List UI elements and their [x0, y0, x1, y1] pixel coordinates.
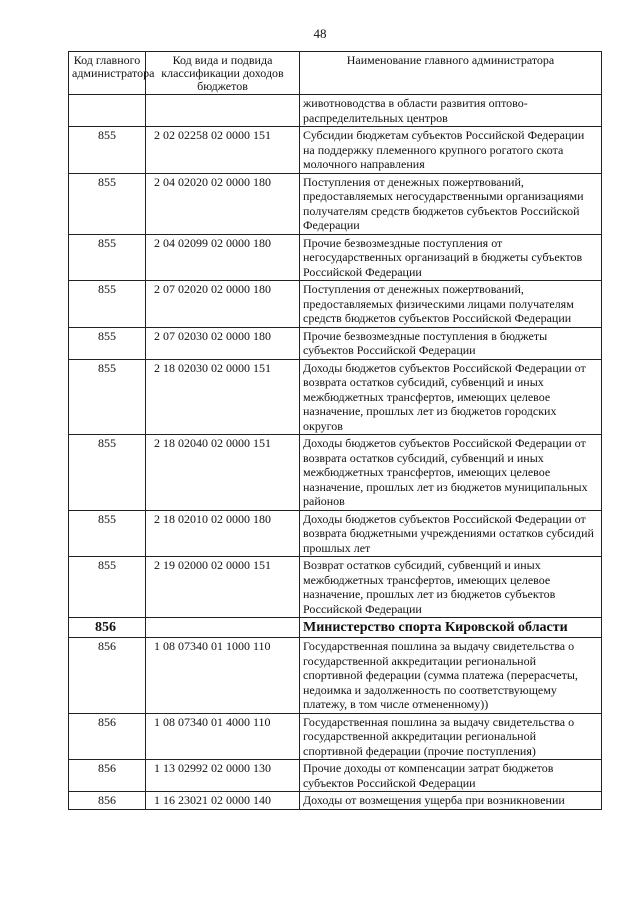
admin-code-cell: 856 — [69, 792, 146, 810]
revenue-code-cell: 2 19 02000 02 0000 151 — [146, 557, 300, 618]
admin-name-cell: Поступления от денежных пожертвований, предоставляемых физическими лицами получателям средств бюджетов субъектов Российской Федерации — [300, 281, 602, 328]
table-row — [69, 173, 602, 234]
table-row — [69, 557, 602, 618]
header-admin-name: Наименование главного администратора — [300, 52, 602, 95]
revenue-code-cell: 1 16 23021 02 0000 140 — [146, 792, 300, 810]
table-row — [69, 359, 602, 435]
admin-name-cell: Возврат остатков субсидий, субвенций и иных межбюджетных трансфертов, имеющих целевое назначение, прошлых лет из бюджетов субъектов Российской Федерации — [300, 557, 602, 618]
table-body — [69, 95, 602, 810]
revenue-code-cell — [146, 618, 300, 638]
admin-code-cell: 856 — [69, 618, 146, 638]
admin-code-cell — [69, 95, 146, 127]
table-row — [69, 435, 602, 511]
table-row — [69, 234, 602, 281]
admin-code-cell: 855 — [69, 510, 146, 557]
table-row — [69, 327, 602, 359]
table-row — [69, 792, 602, 810]
revenue-admin-table — [68, 51, 602, 810]
revenue-code-cell: 1 13 02992 02 0000 130 — [146, 760, 300, 792]
admin-name-cell: Прочие доходы от компенсации затрат бюджетов субъектов Российской Федерации — [300, 760, 602, 792]
admin-name-cell: Государственная пошлина за выдачу свидетельства о государственной аккредитации региональной спортивной федерации (сумма платежа (перерасчеты, недоимка и задолженность по соответствующему платежу, в том числе отмененному)) — [300, 638, 602, 714]
admin-code-cell: 855 — [69, 173, 146, 234]
page-number: 48 — [313, 26, 327, 41]
admin-name-cell: Доходы бюджетов субъектов Российской Федерации от возврата остатков субсидий, субвенций и иных межбюджетных трансфертов, имеющих целевое назначение, прошлых лет из бюджетов городских округов — [300, 359, 602, 435]
admin-name-cell: Государственная пошлина за выдачу свидетельства о государственной аккредитации региональной спортивной федерации (прочие поступления) — [300, 713, 602, 760]
revenue-code-cell — [146, 95, 300, 127]
header-admin-code: Код главного администратора — [69, 52, 146, 95]
admin-name-cell: Субсидии бюджетам субъектов Российской Федерации на поддержку племенного крупного рогатого скота молочного направления — [300, 127, 602, 174]
admin-code-cell: 855 — [69, 281, 146, 328]
admin-name-cell: Прочие безвозмездные поступления в бюджеты субъектов Российской Федерации — [300, 327, 602, 359]
admin-code-cell: 855 — [69, 234, 146, 281]
admin-code-cell: 855 — [69, 557, 146, 618]
header-revenue-code: Код вида и подвида классификации доходов бюджетов — [146, 52, 300, 95]
table-row — [69, 760, 602, 792]
admin-name-cell: Доходы бюджетов субъектов Российской Федерации от возврата остатков субсидий, субвенций и иных межбюджетных трансфертов, имеющих целевое назначение, прошлых лет из бюджетов муниципальных районов — [300, 435, 602, 511]
revenue-code-cell: 2 07 02020 02 0000 180 — [146, 281, 300, 328]
table-row — [69, 638, 602, 714]
admin-code-cell: 856 — [69, 713, 146, 760]
revenue-code-cell: 2 18 02010 02 0000 180 — [146, 510, 300, 557]
table-row — [69, 95, 602, 127]
revenue-code-cell: 2 18 02030 02 0000 151 — [146, 359, 300, 435]
revenue-code-cell: 2 04 02099 02 0000 180 — [146, 234, 300, 281]
admin-name-cell: Доходы бюджетов субъектов Российской Федерации от возврата бюджетными учреждениями остатков субсидий прошлых лет — [300, 510, 602, 557]
table-row — [69, 281, 602, 328]
revenue-code-cell: 1 08 07340 01 1000 110 — [146, 638, 300, 714]
admin-code-cell: 855 — [69, 327, 146, 359]
revenue-code-cell: 2 07 02030 02 0000 180 — [146, 327, 300, 359]
table-header-row — [69, 52, 602, 95]
revenue-code-cell: 1 08 07340 01 4000 110 — [146, 713, 300, 760]
table-row — [69, 713, 602, 760]
admin-name-cell: Поступления от денежных пожертвований, предоставляемых негосударственными организациями получателям средств бюджетов субъектов Российской Федерации — [300, 173, 602, 234]
admin-code-cell: 855 — [69, 435, 146, 511]
admin-name-cell: Министерство спорта Кировской области — [300, 618, 602, 638]
table-row — [69, 510, 602, 557]
revenue-code-cell: 2 04 02020 02 0000 180 — [146, 173, 300, 234]
revenue-code-cell: 2 02 02258 02 0000 151 — [146, 127, 300, 174]
admin-name-cell: Доходы от возмещения ущерба при возникновении — [300, 792, 602, 810]
admin-code-cell: 855 — [69, 359, 146, 435]
admin-code-cell: 856 — [69, 638, 146, 714]
revenue-code-cell: 2 18 02040 02 0000 151 — [146, 435, 300, 511]
admin-code-cell: 856 — [69, 760, 146, 792]
table-row — [69, 127, 602, 174]
admin-name-cell: Прочие безвозмездные поступления от негосударственных организаций в бюджеты субъектов Российской Федерации — [300, 234, 602, 281]
admin-name-cell: животноводства в области развития оптово-распределительных центров — [300, 95, 602, 127]
section-header-row — [69, 618, 602, 638]
admin-code-cell: 855 — [69, 127, 146, 174]
